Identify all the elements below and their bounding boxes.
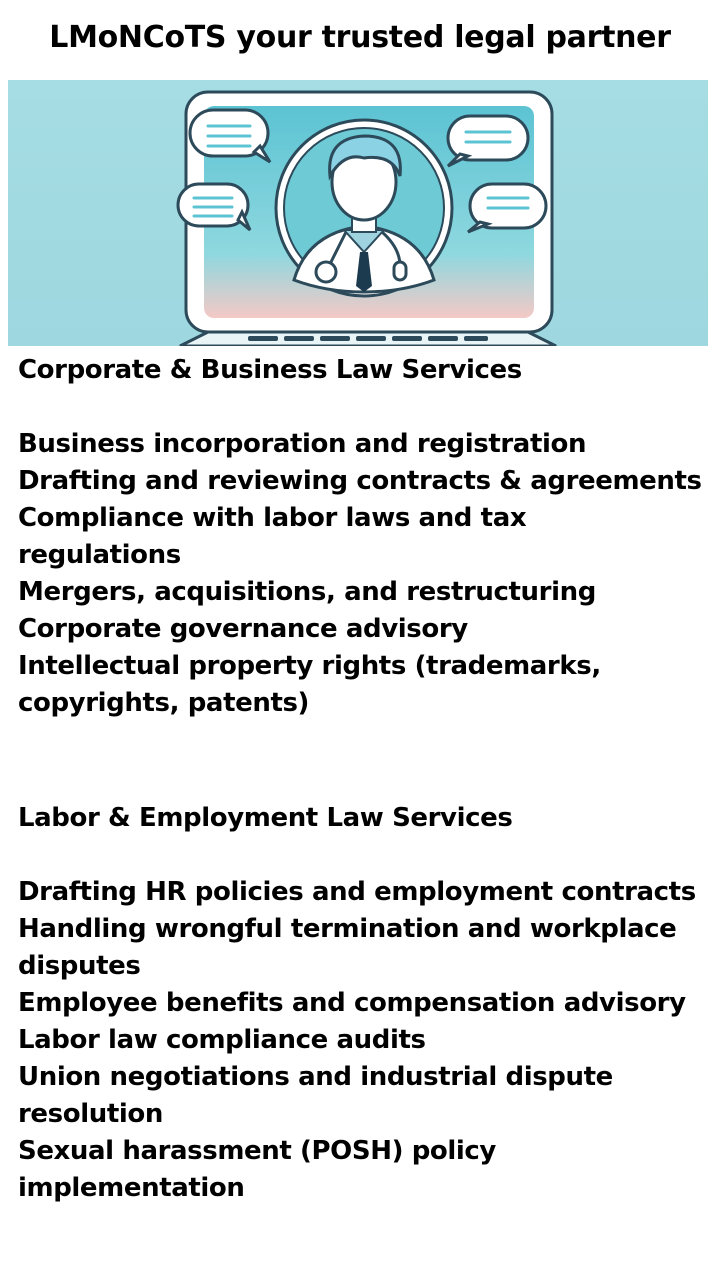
list-item: Mergers, acquisitions, and restructuring	[18, 577, 596, 607]
list-item: Corporate governance advisory	[18, 614, 468, 644]
list-item: Compliance with labor laws and tax regulations	[18, 503, 527, 570]
list-item: Intellectual property rights (trademarks, copyrights, patents)	[18, 651, 601, 718]
list-item: Employee benefits and compensation advisory	[18, 988, 686, 1018]
corporate-services-list	[18, 426, 720, 722]
list-item: Business incorporation and registration	[18, 429, 587, 459]
list-item: Union negotiations and industrial dispute resolution	[18, 1062, 613, 1129]
list-item: Labor law compliance audits	[18, 1025, 426, 1055]
list-item: Drafting and reviewing contracts & agreements	[18, 466, 702, 496]
list-item: Handling wrongful termination and workplace disputes	[18, 914, 677, 981]
corporate-section-heading: Corporate & Business Law Services	[18, 355, 522, 385]
labor-section-heading: Labor & Employment Law Services	[18, 803, 513, 833]
doctor-laptop-illustration	[8, 80, 708, 346]
labor-law-section	[18, 800, 720, 1207]
list-item: Sexual harassment (POSH) policy implementation	[18, 1136, 496, 1203]
list-item: Drafting HR policies and employment contracts	[18, 877, 696, 907]
corporate-law-section	[18, 352, 720, 722]
labor-services-list	[18, 874, 720, 1207]
banner-image	[8, 80, 708, 346]
page-title: LMoNCoTS your trusted legal partner	[49, 20, 671, 55]
